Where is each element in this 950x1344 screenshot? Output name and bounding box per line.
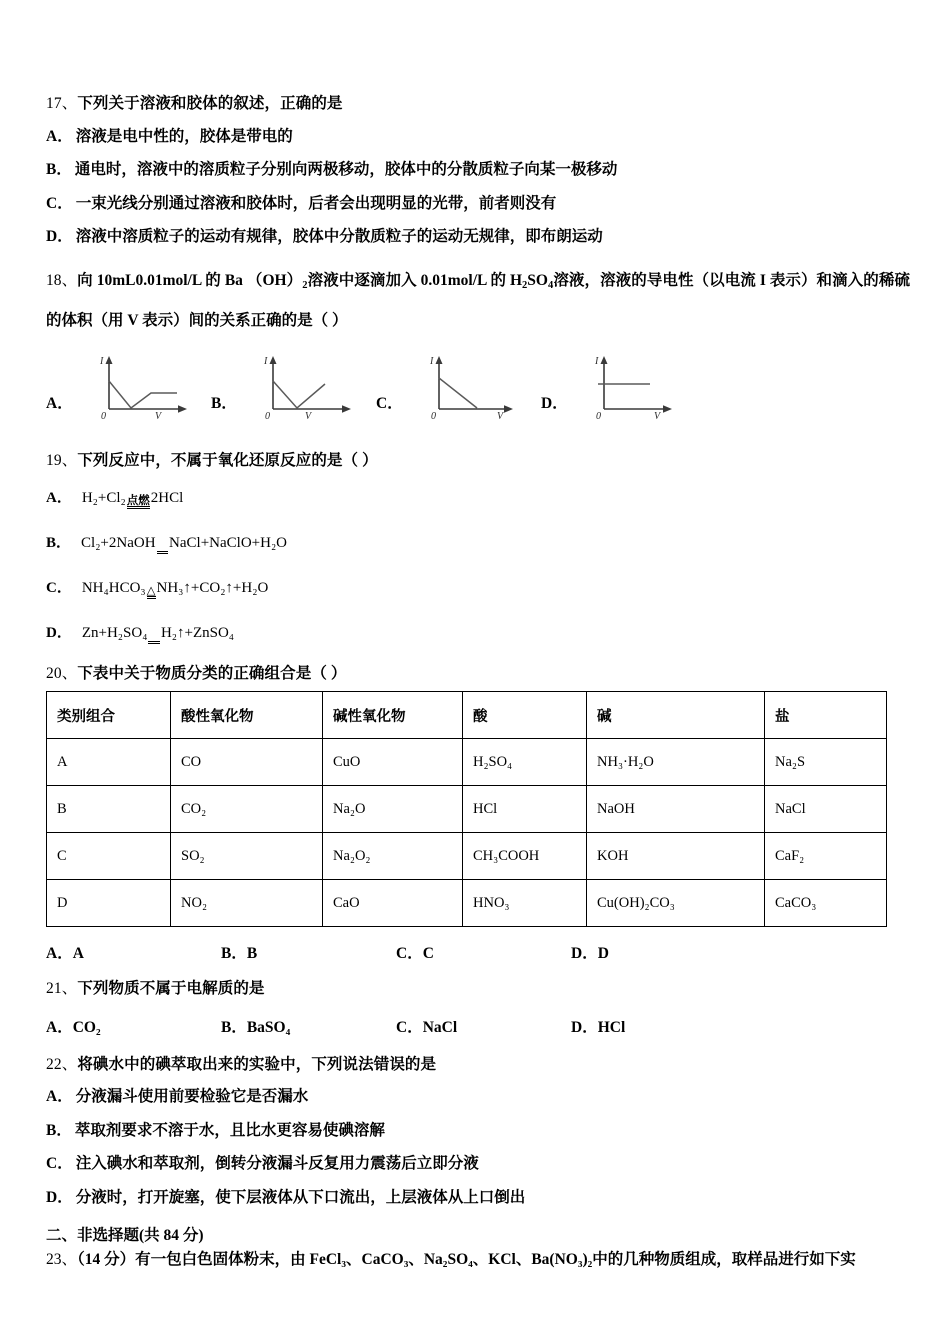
reaction-condition: △ bbox=[146, 584, 156, 597]
option-label: B． bbox=[46, 161, 72, 178]
table-cell: NO₂ bbox=[171, 880, 323, 927]
question-18-option-c[interactable] bbox=[376, 351, 541, 419]
question-20-choices bbox=[46, 941, 910, 963]
svg-text:V: V bbox=[154, 411, 161, 420]
question-20-stem bbox=[46, 666, 910, 682]
question-17-option-d[interactable] bbox=[46, 229, 910, 245]
question-21-choice-b[interactable]: B．BaSO₄ bbox=[221, 1018, 291, 1036]
table-cell: NaOH bbox=[587, 786, 765, 833]
equation-right: 2HCl bbox=[150, 489, 184, 506]
question-17-option-b[interactable] bbox=[46, 162, 910, 178]
option-label: B． bbox=[211, 395, 237, 413]
table-cell: CO₂ bbox=[171, 786, 323, 833]
reaction-arrow bbox=[157, 539, 169, 554]
table-row bbox=[47, 739, 887, 786]
question-17-option-a[interactable] bbox=[46, 129, 910, 145]
svg-text:I: I bbox=[594, 356, 599, 368]
question-21-choices bbox=[46, 1015, 910, 1037]
table-cell: Na₂O bbox=[323, 786, 463, 833]
question-17-stem-text: 下列关于溶液和胶体的叙述，正确的是 bbox=[77, 95, 343, 112]
question-20-stem-text: 下表中关于物质分类的正确组合是（ ） bbox=[77, 664, 347, 682]
table-cell: KOH bbox=[587, 833, 765, 880]
table-cell: CuO bbox=[323, 739, 463, 786]
reaction-arrow bbox=[147, 584, 156, 599]
question-22-stem bbox=[46, 1057, 910, 1073]
question-19-option-c[interactable] bbox=[46, 576, 910, 599]
option-text: 溶液中溶质粒子的运动有规律，胶体中分散质粒子的运动无规律，即布朗运动 bbox=[75, 228, 603, 245]
section-2-heading: 二、非选择题(共 84 分) bbox=[46, 1227, 204, 1245]
question-21-number: 21、 bbox=[46, 980, 78, 998]
table-row bbox=[47, 833, 887, 880]
table-cell: Cu(OH)₂CO₃ bbox=[587, 880, 765, 927]
question-22-option-b[interactable] bbox=[46, 1123, 910, 1139]
option-label: D． bbox=[46, 228, 73, 245]
option-label: D． bbox=[46, 1188, 73, 1206]
table-header-cell: 盐 bbox=[765, 692, 887, 739]
question-20-choice-a[interactable]: A．A bbox=[46, 945, 84, 963]
q18-sub-3: 4 bbox=[547, 279, 554, 291]
question-19-stem-text: 下列反应中，不属于氧化还原反应的是（ ） bbox=[77, 452, 378, 470]
question-22-option-d[interactable] bbox=[46, 1190, 910, 1206]
q18-stem-p2: 溶液中逐滴加入 0.01mol/L 的 H bbox=[307, 271, 523, 289]
graph-d-horizontal-constant bbox=[576, 351, 691, 419]
question-18-stem bbox=[46, 263, 910, 340]
svg-text:0: 0 bbox=[264, 411, 270, 420]
question-20-choice-c[interactable]: C．C bbox=[396, 945, 434, 963]
option-text: 通电时，溶液中的溶质粒子分别向两极移动，胶体中的分散质粒子向某一极移动 bbox=[74, 161, 618, 178]
option-text: 分液时，打开旋塞，使下层液体从下口流出，上层液体从上口倒出 bbox=[75, 1188, 526, 1206]
option-text: 注入碘水和萃取剂，倒转分液漏斗反复用力震荡后立即分液 bbox=[75, 1155, 479, 1173]
equation-left: NH₄HCO₃ bbox=[81, 579, 146, 596]
q18-sub-1: 2 bbox=[302, 279, 308, 291]
table-cell: CaO bbox=[323, 880, 463, 927]
question-21-choice-a[interactable]: A．CO₂ bbox=[46, 1018, 101, 1036]
svg-text:0: 0 bbox=[595, 411, 601, 420]
table-cell: HNO₃ bbox=[463, 880, 587, 927]
question-21-choice-c[interactable]: C．NaCl bbox=[396, 1018, 458, 1036]
equation-right: NaCl+NaClO+H₂O bbox=[169, 534, 288, 551]
svg-text:0: 0 bbox=[100, 411, 106, 420]
table-cell: CaCO₃ bbox=[765, 880, 887, 927]
question-21-choice-d[interactable]: D．HCl bbox=[571, 1018, 626, 1036]
question-23 bbox=[46, 1252, 910, 1268]
svg-text:V: V bbox=[496, 411, 503, 420]
reaction-arrow bbox=[127, 494, 150, 509]
equation-right: NH₃↑+CO₂↑+H₂O bbox=[156, 579, 269, 596]
reaction-arrow bbox=[148, 629, 160, 644]
equation-left: Cl₂+2NaOH bbox=[81, 534, 156, 551]
table-cell: H₂SO₄ bbox=[463, 739, 587, 786]
table-cell: D bbox=[47, 880, 171, 927]
question-22-number: 22、 bbox=[46, 1055, 78, 1073]
classification-table bbox=[46, 691, 887, 927]
option-label: C． bbox=[46, 579, 72, 596]
option-label: A． bbox=[46, 127, 73, 145]
table-header-cell: 类别组合 bbox=[47, 692, 171, 739]
table-header-row bbox=[47, 692, 887, 739]
option-label: B． bbox=[46, 1121, 72, 1139]
svg-text:I: I bbox=[99, 356, 104, 368]
svg-text:V: V bbox=[304, 411, 311, 420]
question-21-stem-text: 下列物质不属于电解质的是 bbox=[77, 980, 265, 998]
option-text: 萃取剂要求不溶于水，且比水更容易使碘溶解 bbox=[74, 1121, 385, 1139]
table-cell: HCl bbox=[463, 786, 587, 833]
table-cell: CH₃COOH bbox=[463, 833, 587, 880]
q18-stem-p1: 向 10mL0.01mol/L 的 Ba （OH） bbox=[77, 271, 303, 289]
q18-stem-p3: SO bbox=[527, 271, 548, 289]
option-label: A． bbox=[46, 1088, 73, 1106]
q18-stem-p4: 溶液，溶液的导电性（以电流 I 表示）和滴入的稀硫的体积（用 V 表示）间的关系正确的是（ ） bbox=[46, 271, 910, 330]
question-19-option-a[interactable] bbox=[46, 486, 910, 509]
question-22-option-a[interactable] bbox=[46, 1089, 910, 1105]
table-cell: Na₂S bbox=[765, 739, 887, 786]
table-cell: CaF₂ bbox=[765, 833, 887, 880]
question-19-number: 19、 bbox=[46, 452, 78, 470]
question-19-option-b[interactable] bbox=[46, 531, 910, 554]
question-20-choice-d[interactable]: D．D bbox=[571, 945, 609, 963]
option-text: 分液漏斗使用前要检验它是否漏水 bbox=[75, 1088, 309, 1106]
question-19-option-d[interactable] bbox=[46, 621, 910, 644]
question-18-option-a[interactable] bbox=[46, 351, 211, 419]
question-20-choice-b[interactable]: B．B bbox=[221, 945, 258, 963]
question-17-option-c[interactable] bbox=[46, 196, 910, 212]
q18-sub-2: 2 bbox=[522, 279, 528, 291]
option-label: B． bbox=[46, 534, 72, 551]
graph-b-v-shape bbox=[245, 351, 360, 419]
question-17-number: 17、 bbox=[46, 95, 78, 112]
svg-text:V: V bbox=[653, 411, 660, 420]
question-22-stem-text: 将碘水中的碘萃取出来的实验中，下列说法错误的是 bbox=[77, 1055, 437, 1073]
question-21-stem bbox=[46, 981, 910, 997]
table-row bbox=[47, 880, 887, 927]
question-18-option-d[interactable] bbox=[541, 351, 706, 419]
question-18-number: 18、 bbox=[46, 271, 78, 289]
question-19-stem bbox=[46, 453, 910, 469]
graph-a-v-then-flat bbox=[81, 351, 196, 419]
table-row bbox=[47, 786, 887, 833]
equation-left: Zn+H₂SO₄ bbox=[81, 624, 148, 641]
table-header-cell: 酸性氧化物 bbox=[171, 692, 323, 739]
table-cell: Na₂O₂ bbox=[323, 833, 463, 880]
table-header-cell: 碱性氧化物 bbox=[323, 692, 463, 739]
option-text: 溶液是电中性的，胶体是带电的 bbox=[75, 127, 293, 145]
svg-text:I: I bbox=[263, 356, 268, 368]
option-text: 一束光线分别通过溶液和胶体时，后者会出现明显的光带，前者则没有 bbox=[75, 194, 557, 212]
reaction-condition bbox=[148, 631, 160, 642]
question-18-graph-options bbox=[46, 351, 910, 423]
question-23-text: （14 分）有一包白色固体粉末，由 FeCl₃、CaCO₃、Na₂SO₄、KCl、Ba(NO₃)₂中的几种物质组成，取样品进行如下实 bbox=[77, 1251, 856, 1269]
option-label: D． bbox=[46, 624, 72, 641]
option-label: C． bbox=[46, 1155, 73, 1173]
table-header-cell: 碱 bbox=[587, 692, 765, 739]
reaction-condition bbox=[157, 541, 169, 552]
table-cell: CO bbox=[171, 739, 323, 786]
question-23-number: 23、 bbox=[46, 1251, 78, 1269]
option-label: C． bbox=[46, 194, 73, 212]
equation-left: H₂+Cl₂ bbox=[81, 489, 126, 506]
table-cell: C bbox=[47, 833, 171, 880]
question-22-option-c[interactable] bbox=[46, 1156, 910, 1172]
svg-text:0: 0 bbox=[430, 411, 436, 420]
question-17-stem bbox=[46, 96, 910, 112]
question-18-option-b[interactable] bbox=[211, 351, 376, 419]
option-label: A． bbox=[46, 395, 73, 413]
option-label: D． bbox=[541, 395, 568, 413]
table-cell: SO₂ bbox=[171, 833, 323, 880]
table-header-cell: 酸 bbox=[463, 692, 587, 739]
graph-c-descending-to-zero bbox=[411, 351, 526, 419]
reaction-condition: 点燃 bbox=[126, 494, 150, 507]
table-cell: B bbox=[47, 786, 171, 833]
svg-text:I: I bbox=[429, 356, 434, 368]
table-cell: NH₃·H₂O bbox=[587, 739, 765, 786]
table-cell: NaCl bbox=[765, 786, 887, 833]
table-cell: A bbox=[47, 739, 171, 786]
question-20-number: 20、 bbox=[46, 664, 78, 682]
option-label: A． bbox=[46, 489, 72, 506]
option-label: C． bbox=[376, 395, 403, 413]
equation-right: H₂↑+ZnSO₄ bbox=[160, 624, 235, 641]
